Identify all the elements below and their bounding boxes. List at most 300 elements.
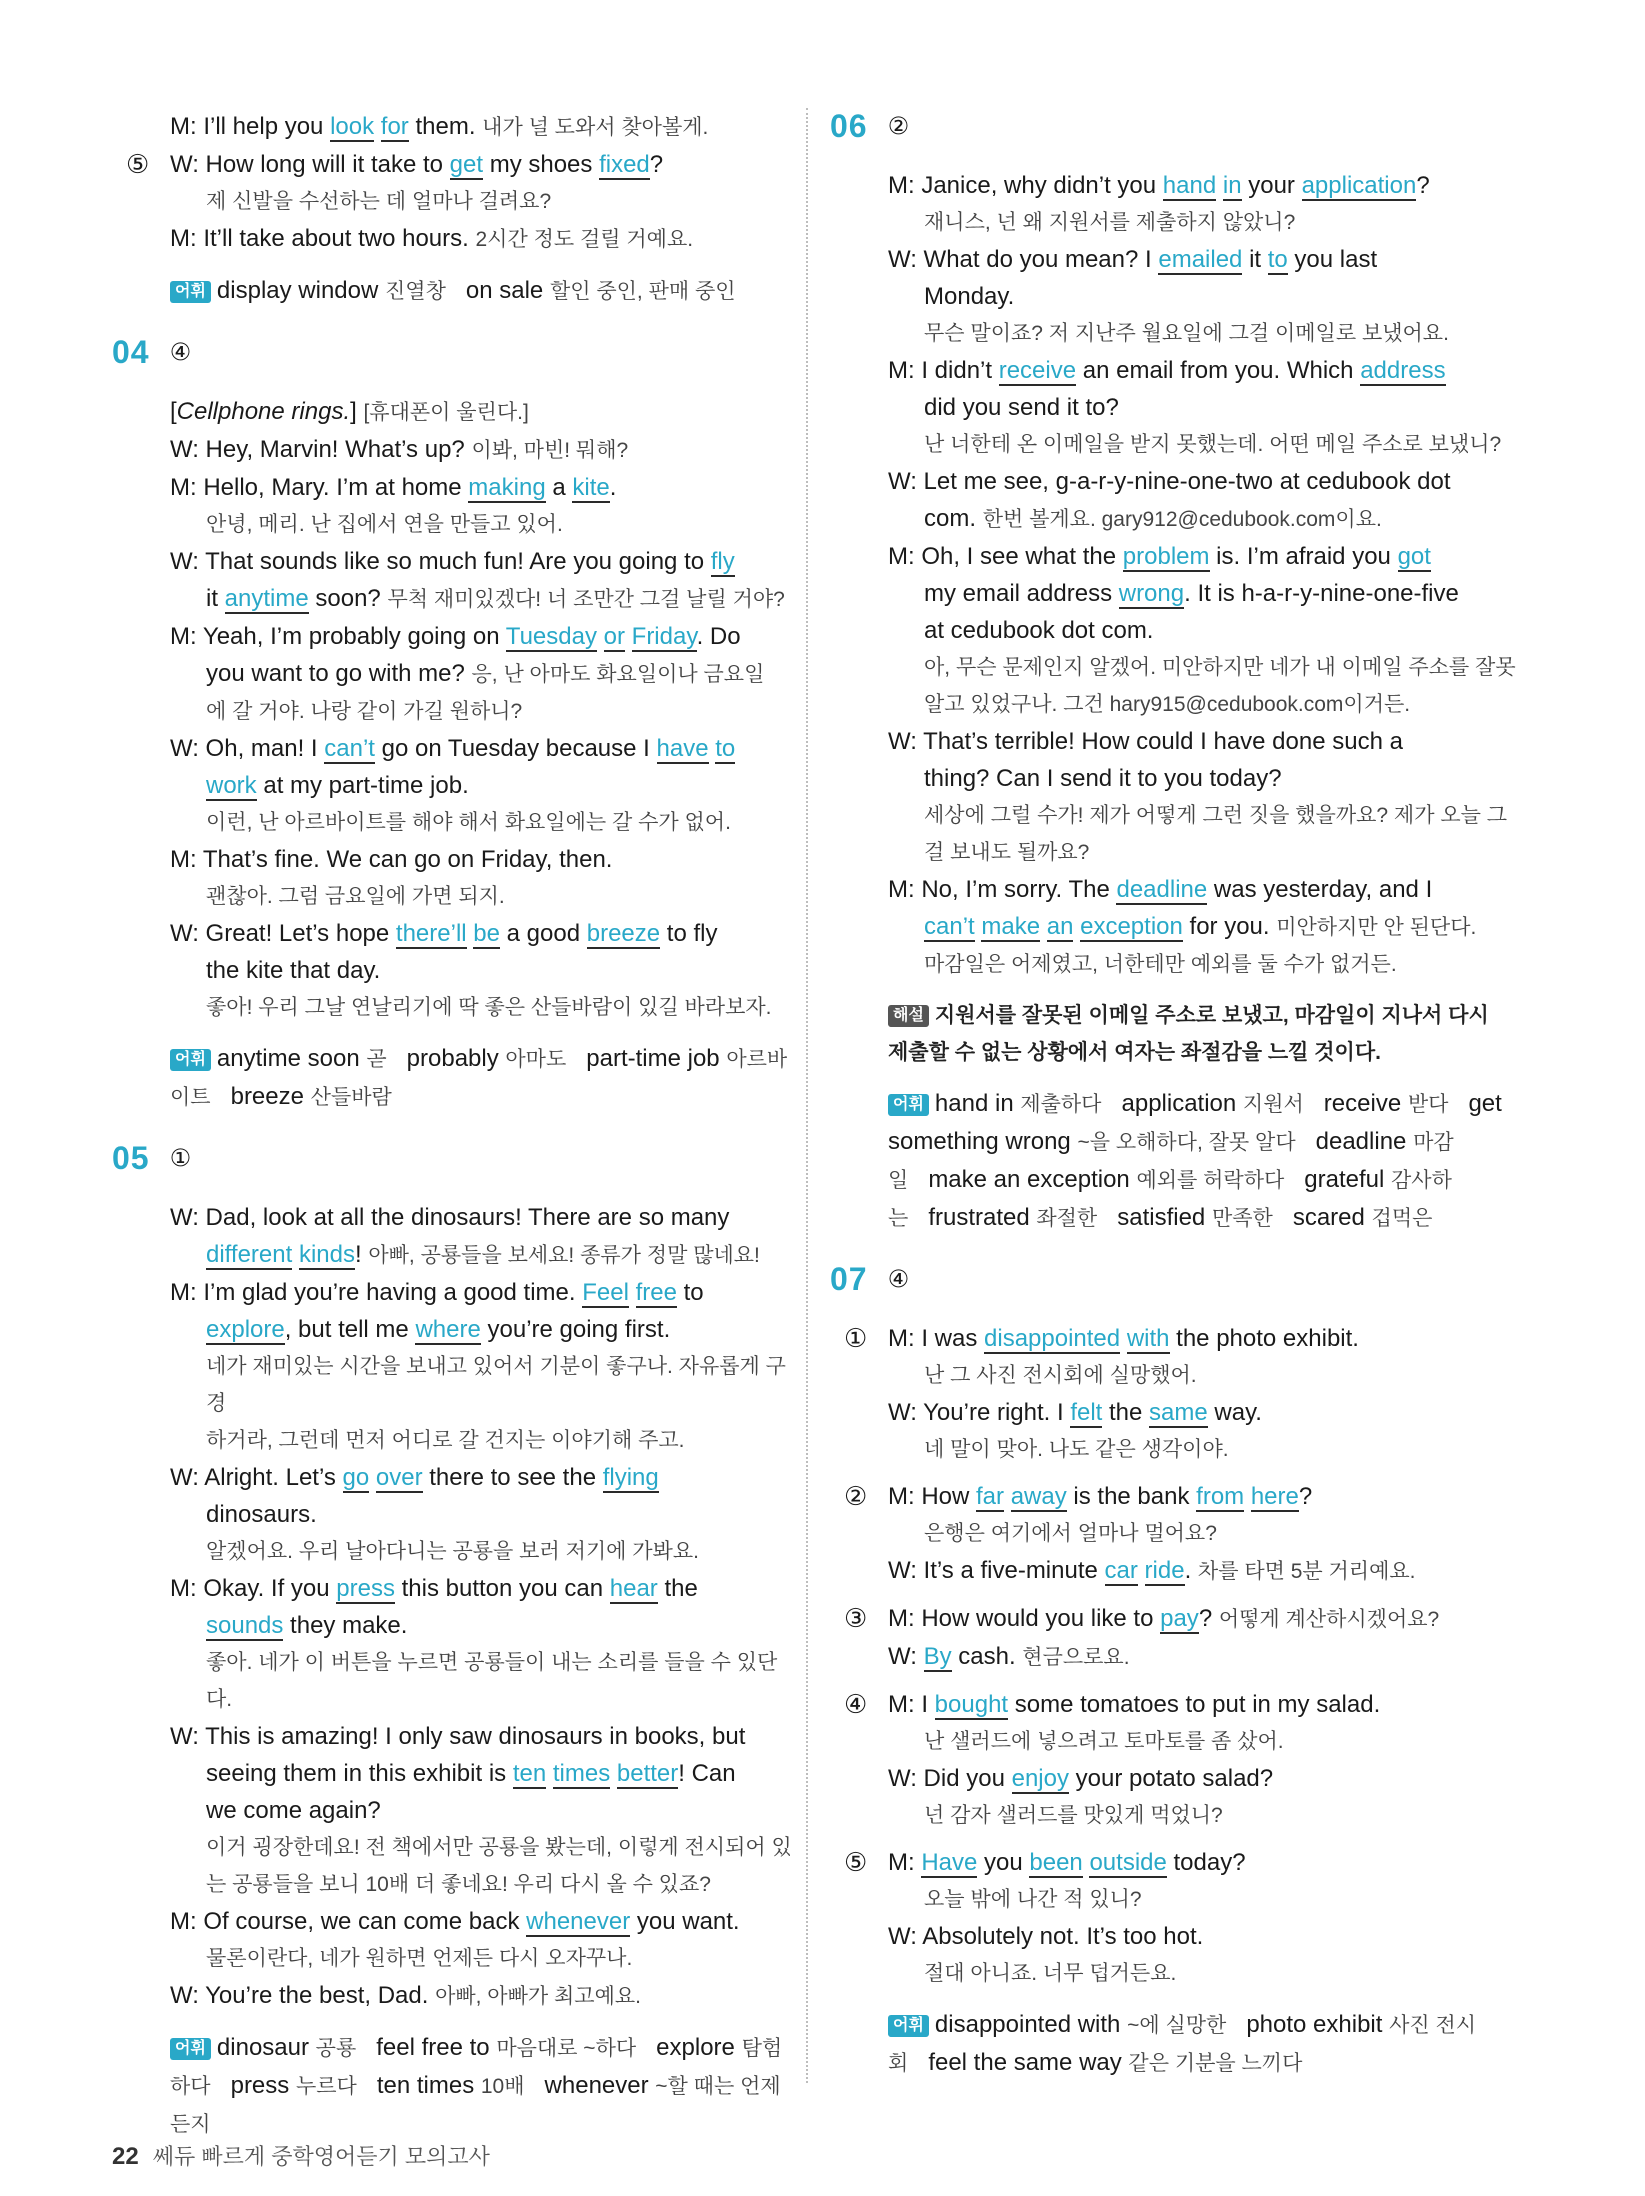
dialogue-text: M: I was disappointed with the photo exhibit. (888, 1325, 1359, 1352)
vocab-term: receive (1323, 1090, 1408, 1117)
keyword: here (1250, 1483, 1299, 1510)
korean-translation: 난 너한테 온 이메일을 받지 못했는데. 어떤 메일 주소로 보냈니? (924, 433, 1502, 456)
vocabulary-box (888, 1085, 1520, 1237)
keyword: where (415, 1316, 481, 1343)
korean-translation: 걸 보내도 될까요? (924, 841, 1090, 864)
korean-translation: 난 샐러드에 넣으려고 토마토를 좀 샀어. (924, 1730, 1284, 1753)
spacer (830, 1676, 1520, 1686)
vocab-meaning: 마음대로 ~하다 (496, 2037, 637, 2060)
vocab-meaning: 탐험하다 (170, 2037, 783, 2098)
dialogue-text: sounds they make. (206, 1612, 408, 1639)
page-number: 22 (112, 2143, 139, 2170)
vocabulary-box (170, 1040, 792, 1116)
dialogue-line (830, 241, 1520, 278)
korean-translation: 내가 널 도와서 찾아볼게. (482, 116, 709, 139)
vocab-meaning: 감사하는 (888, 1169, 1452, 1230)
keyword: free (635, 1279, 677, 1306)
vocab-term: part-time job (586, 1045, 727, 1072)
dialogue-text: thing? Can I send it to you today? (924, 765, 1282, 792)
keyword: problem (1122, 543, 1210, 570)
dialogue-text: M: It’ll take about two hours. 2시간 정도 걸릴 거예요. (170, 225, 694, 252)
keyword: for (380, 113, 409, 140)
vocab-meaning: 곧 (366, 1048, 387, 1071)
dialogue-text: M: That’s fine. We can go on Friday, then. (170, 846, 613, 873)
keyword: car (1104, 1557, 1138, 1584)
keyword: pay (1160, 1605, 1199, 1632)
vocab-term: explore (656, 2034, 742, 2061)
vocab-term: display window (216, 277, 386, 304)
dialogue-text: seeing them in this exhibit is ten times better! Can (206, 1760, 736, 1787)
vocab-meaning: ~을 오해하다, 잘못 알다 (1077, 1131, 1296, 1154)
keyword: receive (998, 357, 1077, 384)
keyword: hear (609, 1575, 658, 1602)
korean-translation: 은행은 여기에서 얼마나 멀어요? (924, 1522, 1217, 1545)
dialogue-line (830, 575, 1520, 612)
question-number: 07 (830, 1261, 868, 1297)
korean-translation: 이봐, 마빈! 뭐해? (471, 439, 629, 462)
korean-translation: 에 갈 거야. 나랑 같이 가길 원하니? (206, 700, 523, 723)
vocab-meaning: 좌절한 (1036, 1207, 1098, 1230)
dialogue-text: did you send it to? (924, 394, 1119, 421)
dialogue-text: W: What do you mean? I emailed it to you last (888, 246, 1378, 273)
korean-translation: 안녕, 메리. 난 집에서 연을 만들고 있어. (206, 513, 563, 536)
dialogue-line (112, 393, 792, 431)
korean-translation: 아빠, 아빠가 최고예요. (435, 1985, 641, 2008)
keyword: fly (710, 548, 735, 575)
keyword: make (981, 913, 1041, 940)
dialogue-text: M: I bought some tomatoes to put in my salad. (888, 1691, 1381, 1718)
dialogue-text: M: Of course, we can come back whenever you want. (170, 1908, 740, 1935)
korean-translation: 절대 아니죠. 너무 덥거든요. (924, 1962, 1177, 1985)
vocab-meaning: 아마도 (505, 1048, 567, 1071)
vocab-term: whenever (544, 2072, 656, 2099)
dialogue-text: M: Have you been outside today? (888, 1849, 1246, 1876)
item-number: ⑤ (844, 1847, 868, 1877)
dialogue-text: M: Okay. If you press this button you can hear the (170, 1575, 698, 1602)
keyword: disappointed (984, 1325, 1121, 1352)
dialogue-text: work at my part-time job. (206, 772, 469, 799)
dialogue-text: W: Absolutely not. It’s too hot. (888, 1923, 1204, 1950)
keyword: fixed (599, 151, 650, 178)
dialogue-line (830, 352, 1520, 389)
vocab-meaning: 예외를 허락하다 (1136, 1169, 1285, 1192)
answer-choice: ④ (887, 1266, 910, 1293)
keyword: By (923, 1643, 952, 1670)
keyword: over (375, 1464, 423, 1491)
column-divider (806, 108, 808, 2083)
item-number: ⑤ (126, 149, 150, 179)
dialogue-text: Monday. (924, 283, 1015, 310)
dialogue-text: W: By cash. 현금으로요. (888, 1643, 1130, 1670)
dialogue-line (112, 952, 792, 989)
question-number: 04 (112, 334, 150, 370)
explanation-text: 지원서를 잘못된 이메일 주소로 보냈고, 마감일이 지나서 다시 (934, 1004, 1489, 1027)
korean-translation: 하거라, 그런데 먼저 어디로 갈 건지는 이야기해 주고. (206, 1429, 685, 1452)
vocab-meaning: 공룡 (315, 2037, 357, 2060)
keyword: address (1360, 357, 1446, 384)
keyword: press (336, 1575, 395, 1602)
dialogue-line (112, 1236, 792, 1274)
dialogue-text: W: It’s a five-minute car ride. 차를 타면 5분 거리예요. (888, 1557, 1416, 1584)
keyword: exception (1080, 913, 1183, 940)
dialogue-line (112, 220, 792, 258)
vocab-meaning: 아르바이트 (170, 1048, 788, 1109)
spacer (830, 1590, 1520, 1600)
dialogue-line (112, 108, 792, 146)
vocab-badge: 어휘 (170, 2038, 211, 2060)
book-title: 쎄듀 빠르게 중학영어듣기 모의고사 (152, 2144, 490, 2169)
item-number: ② (844, 1481, 868, 1511)
dialogue-line (112, 1792, 792, 1829)
dialogue-line (112, 915, 792, 952)
keyword: deadline (1116, 876, 1208, 903)
keyword: have (656, 735, 709, 762)
vocab-term: feel free to (376, 2034, 497, 2061)
dialogue-text: my email address wrong. It is h-a-r-y-nine-one-five (924, 580, 1459, 607)
vocab-meaning: 누르다 (295, 2075, 357, 2098)
dialogue-text: M: Janice, why didn’t you hand in your application? (888, 172, 1430, 199)
vocab-term: hand in (934, 1090, 1021, 1117)
vocab-meaning: 10배 (480, 2075, 525, 2098)
vocab-badge: 어휘 (888, 1094, 929, 1116)
korean-translation: 응, 난 아마도 화요일이나 금요일 (471, 663, 765, 686)
keyword: got (1397, 543, 1431, 570)
page-footer (112, 2140, 490, 2171)
vocab-term: breeze (230, 1083, 311, 1110)
keyword: can’t (324, 735, 375, 762)
dialogue-text: it anytime soon? 무척 재미있겠다! 너 조만간 그걸 날릴 거야? (206, 585, 785, 612)
dialogue-text: W: Alright. Let’s go over there to see the flying (170, 1464, 659, 1491)
dialogue-text: M: I’ll help you look for them. 내가 널 도와서 찾아볼게. (170, 113, 709, 140)
vocab-meaning: 같은 기분을 느끼다 (1128, 2052, 1303, 2075)
answer-choice: ② (887, 113, 910, 140)
korean-translation: 오늘 밖에 나간 적 있니? (924, 1888, 1142, 1911)
dialogue-text: com. 한번 볼게요. gary912@cedubook.com이요. (924, 505, 1382, 532)
vocab-badge: 어휘 (888, 2015, 929, 2037)
dialogue-text: W: You’re the best, Dad. 아빠, 아빠가 최고예요. (170, 1982, 641, 2009)
vocab-badge: 어휘 (170, 281, 211, 303)
dialogue-line (112, 618, 792, 655)
keyword: been (1029, 1849, 1083, 1876)
keyword: from (1196, 1483, 1245, 1510)
keyword: far (976, 1483, 1005, 1510)
korean-translation: 알고 있었구나. 그건 hary915@cedubook.com이거든. (924, 693, 1411, 716)
keyword: emailed (1158, 246, 1243, 273)
keyword: be (473, 920, 500, 947)
korean-translation: 네가 재미있는 시간을 보내고 있어서 기분이 좋구나. 자유롭게 구경 (206, 1355, 786, 1415)
left-column (112, 108, 792, 2143)
korean-translation: 마감일은 어제였고, 너한테만 예외를 둘 수가 없거든. (924, 953, 1397, 976)
dialogue-line (112, 146, 792, 183)
vocab-term: probably (406, 1045, 506, 1072)
korean-translation: 현금으로요. (1022, 1646, 1130, 1669)
answer-choice: ① (169, 1145, 192, 1172)
vocab-meaning: ~에 실망한 (1127, 2014, 1227, 2037)
vocab-term: ten times (376, 2072, 481, 2099)
vocab-meaning: 제출하다 (1020, 1093, 1102, 1116)
korean-translation: 아빠, 공룡들을 보세요! 종류가 정말 많네요! (368, 1244, 760, 1267)
keyword: explore (206, 1316, 285, 1343)
vocab-term: photo exhibit (1246, 2011, 1390, 2038)
dialogue-text: M: I didn’t receive an email from you. Which address (888, 357, 1446, 384)
korean-translation: 이거 굉장한데요! 전 책에서만 공룡을 봤는데, 이렇게 전시되어 있 (206, 1836, 792, 1859)
dialogue-text: W: Dad, look at all the dinosaurs! There are so many (170, 1204, 730, 1231)
keyword: go (342, 1464, 370, 1491)
dialogue-text: W: That sounds like so much fun! Are you going to fly (170, 548, 735, 575)
dialogue-line (830, 723, 1520, 760)
vocab-meaning: ~할 때는 언제든지 (170, 2075, 781, 2136)
vocab-term: scared (1292, 1204, 1372, 1231)
korean-translation: 알겠어요. 우리 날아다니는 공룡을 보러 저기에 가봐요. (206, 1540, 699, 1563)
dialogue-line (830, 612, 1520, 649)
dialogue-text: M: I’m glad you’re having a good time. Feel free to (170, 1279, 704, 1306)
korean-translation: 는 공룡들을 보니 10배 더 좋네요! 우리 다시 올 수 있죠? (206, 1873, 711, 1896)
dialogue-text: M: Yeah, I’m probably going on Tuesday or Friday. Do (170, 623, 741, 650)
answer-choice: ④ (169, 339, 192, 366)
korean-translation: 어떻게 계산하시겠어요? (1218, 1608, 1440, 1631)
dialogue-line (112, 1459, 792, 1496)
dialogue-line (112, 1199, 792, 1236)
vocabulary-box (170, 272, 792, 310)
dialogue-line (830, 500, 1520, 538)
dialogue-text: explore, but tell me where you’re going first. (206, 1316, 671, 1343)
dialogue-line (830, 1320, 1520, 1357)
keyword: felt (1070, 1399, 1103, 1426)
item-number: ④ (844, 1689, 868, 1719)
dialogue-line (112, 655, 792, 693)
dialogue-text: W: How long will it take to get my shoes fixed? (170, 151, 664, 178)
dialogue-text: you want to go with me? 응, 난 아마도 화요일이나 금요일 (206, 660, 765, 687)
keyword: wrong (1118, 580, 1185, 607)
keyword: to (715, 735, 736, 762)
keyword: ride (1144, 1557, 1185, 1584)
keyword: better (616, 1760, 679, 1787)
keyword: outside (1089, 1849, 1167, 1876)
dialogue-line (112, 841, 792, 878)
keyword: breeze (586, 920, 661, 947)
dialogue-line (112, 1570, 792, 1607)
dialogue-line (112, 767, 792, 804)
vocab-term: press (230, 2072, 296, 2099)
dialogue-line (112, 1496, 792, 1533)
keyword: work (206, 772, 257, 799)
keyword: sounds (206, 1612, 284, 1639)
explanation-text: 제출할 수 없는 상황에서 여자는 좌절감을 느낄 것이다. (888, 1041, 1381, 1064)
vocab-term: get something wrong (888, 1090, 1502, 1155)
keyword: kinds (298, 1241, 355, 1268)
dialogue-line (830, 1478, 1520, 1515)
dialogue-line (112, 1755, 792, 1792)
item-number: ① (844, 1323, 868, 1353)
dialogue-line (830, 871, 1520, 908)
dialogue-text: W: Hey, Marvin! What’s up? 이봐, 마빈! 뭐해? (170, 436, 629, 463)
vocab-meaning: 지원서 (1242, 1093, 1304, 1116)
dialogue-text: M: Oh, I see what the problem is. I’m afraid you got (888, 543, 1431, 570)
vocab-meaning: 할인 중인, 판매 중인 (549, 280, 736, 303)
dialogue-text: M: No, I’m sorry. The deadline was yesterday, and I (888, 876, 1433, 903)
vocab-meaning: 사진 전시회 (888, 2014, 1477, 2075)
keyword: enjoy (1011, 1765, 1069, 1792)
keyword: to (1267, 246, 1288, 273)
dialogue-text: we come again? (206, 1797, 381, 1824)
dialogue-text: at cedubook dot com. (924, 617, 1154, 644)
keyword: or (603, 623, 625, 650)
korean-translation: 무슨 말이죠? 저 지난주 월요일에 그걸 이메일로 보냈어요. (924, 322, 1449, 345)
vocab-term: grateful (1304, 1166, 1392, 1193)
vocab-term: on sale (465, 277, 550, 304)
vocab-meaning: 받다 (1407, 1093, 1449, 1116)
korean-translation: 물론이란다, 네가 원하면 언제든 다시 오자꾸나. (206, 1947, 633, 1970)
dialogue-line (830, 167, 1520, 204)
explanation-box (888, 997, 1520, 1071)
keyword: bought (934, 1691, 1009, 1718)
dialogue-line (112, 580, 792, 618)
dialogue-text: M: Hello, Mary. I’m at home making a kite. (170, 474, 617, 501)
dialogue-line (830, 1686, 1520, 1723)
dialogue-line (830, 278, 1520, 315)
keyword: ten (512, 1760, 547, 1787)
korean-translation: 차를 타면 5분 거리예요. (1197, 1560, 1416, 1583)
question-header (830, 1261, 1520, 1298)
dialogue-line (830, 1638, 1520, 1676)
dialogue-line (112, 1607, 792, 1644)
dialogue-text: different kinds! 아빠, 공룡들을 보세요! 종류가 정말 많네요! (206, 1241, 760, 1268)
korean-translation: [휴대폰이 울린다.] (363, 401, 529, 424)
dialogue-line (830, 908, 1520, 946)
keyword: Friday (631, 623, 697, 650)
keyword: times (552, 1760, 611, 1787)
dialogue-line (830, 1552, 1520, 1590)
keyword: anytime (224, 585, 309, 612)
item-number: ③ (844, 1603, 868, 1633)
korean-translation: 괜찮아. 그럼 금요일에 가면 되지. (206, 885, 505, 908)
dialogue-line (112, 1903, 792, 1940)
dialogue-line (112, 1977, 792, 2015)
spacer (830, 1834, 1520, 1844)
vocab-term: frustrated (928, 1204, 1037, 1231)
vocab-term: disappointed with (934, 2011, 1128, 2038)
korean-translation: 넌 감자 샐러드를 맛있게 먹었니? (924, 1804, 1223, 1827)
dialogue-line (830, 1844, 1520, 1881)
question-header (112, 334, 792, 371)
korean-translation: 2시간 정도 걸릴 거예요. (475, 228, 694, 251)
question-header (112, 1140, 792, 1177)
dialogue-line (830, 463, 1520, 500)
dialogue-text: W: Did you enjoy your potato salad? (888, 1765, 1274, 1792)
dialogue-line (112, 431, 792, 469)
vocab-term: satisfied (1117, 1204, 1212, 1231)
dialogue-line (112, 469, 792, 506)
dialogue-line (830, 1760, 1520, 1797)
dialogue-text: M: How would you like to pay? 어떻게 계산하시겠어요? (888, 1605, 1440, 1632)
keyword: in (1222, 172, 1242, 199)
keyword: there’ll (395, 920, 467, 947)
dialogue-text: W: You’re right. I felt the same way. (888, 1399, 1262, 1426)
dialogue-text: can’t make an exception for you. 미안하지만 안 된단다. (924, 913, 1477, 940)
dialogue-text: W: That’s terrible! How could I have done such a (888, 728, 1403, 755)
keyword: same (1149, 1399, 1208, 1426)
right-column (830, 108, 1520, 2082)
dialogue-text: W: Oh, man! I can’t go on Tuesday because I have to (170, 735, 736, 762)
dialogue-line (830, 1394, 1520, 1431)
korean-translation: 세상에 그럴 수가! 제가 어떻게 그런 짓을 했을까요? 제가 오늘 그 (924, 804, 1508, 827)
vocab-term: deadline (1315, 1128, 1414, 1155)
stage-direction: Cellphone rings. (176, 398, 351, 425)
vocab-term: dinosaur (216, 2034, 316, 2061)
dialogue-text: [Cellphone rings.] [휴대폰이 울린다.] (170, 398, 529, 425)
vocab-term: make an exception (928, 1166, 1137, 1193)
korean-translation: 네 말이 맞아. 나도 같은 생각이야. (924, 1438, 1229, 1461)
keyword: Feel (582, 1279, 629, 1306)
dialogue-line (830, 389, 1520, 426)
spacer (830, 1468, 1520, 1478)
korean-translation: 이런, 난 아르바이트를 해야 해서 화요일에는 갈 수가 없어. (206, 811, 731, 834)
keyword: look (330, 113, 375, 140)
dialogue-text: W: Great! Let’s hope there’ll be a good breeze to fly (170, 920, 718, 947)
korean-translation: 무척 재미있겠다! 너 조만간 그걸 날릴 거야? (387, 588, 785, 611)
question-number: 06 (830, 108, 868, 144)
dialogue-text: the kite that day. (206, 957, 381, 984)
keyword: whenever (526, 1908, 631, 1935)
dialogue-line (112, 1274, 792, 1311)
keyword: kite (572, 474, 610, 501)
vocab-term: feel the same way (928, 2049, 1129, 2076)
question-number: 05 (112, 1140, 150, 1176)
keyword: away (1010, 1483, 1067, 1510)
keyword: different (206, 1241, 293, 1268)
dialogue-text: M: How far away is the bank from here? (888, 1483, 1313, 1510)
dialogue-line (112, 543, 792, 580)
vocab-meaning: 산들바람 (310, 1086, 392, 1109)
korean-translation: 재니스, 넌 왜 지원서를 제출하지 않았니? (924, 211, 1296, 234)
dialogue-line (112, 1718, 792, 1755)
korean-translation: 미안하지만 안 된단다. (1276, 916, 1477, 939)
vocab-badge: 어휘 (170, 1049, 211, 1071)
keyword: application (1301, 172, 1417, 199)
question-header (830, 108, 1520, 145)
keyword: get (449, 151, 484, 178)
korean-translation: 한번 볼게요. gary912@cedubook.com이요. (982, 508, 1382, 531)
vocabulary-box (170, 2029, 792, 2143)
vocab-meaning: 겁먹은 (1371, 1207, 1433, 1230)
dialogue-line (830, 538, 1520, 575)
vocab-term: anytime soon (216, 1045, 367, 1072)
vocab-meaning: 마감일 (888, 1131, 1454, 1192)
vocab-meaning: 만족한 (1211, 1207, 1273, 1230)
vocab-term: application (1121, 1090, 1243, 1117)
dialogue-line (830, 1918, 1520, 1955)
korean-translation: 난 그 사진 전시회에 실망했어. (924, 1364, 1197, 1387)
dialogue-line (830, 760, 1520, 797)
dialogue-text: W: This is amazing! I only saw dinosaurs in books, but (170, 1723, 746, 1750)
keyword: an (1046, 913, 1074, 940)
korean-translation: 좋아! 우리 그날 연날리기에 딱 좋은 산들바람이 있길 바라보자. (206, 996, 772, 1019)
keyword: Tuesday (505, 623, 597, 650)
korean-translation: 좋아. 네가 이 버튼을 누르면 공룡들이 내는 소리를 들을 수 있단다. (206, 1651, 778, 1711)
vocabulary-box (888, 2006, 1520, 2082)
keyword: hand (1162, 172, 1217, 199)
dialogue-line (112, 730, 792, 767)
keyword: making (468, 474, 546, 501)
dialogue-text: dinosaurs. (206, 1501, 317, 1528)
keyword: flying (602, 1464, 659, 1491)
keyword: Have (921, 1849, 978, 1876)
dialogue-line (830, 1600, 1520, 1638)
dialogue-text: W: Let me see, g-a-r-y-nine-one-two at cedubook dot (888, 468, 1451, 495)
korean-translation: 제 신발을 수선하는 데 얼마나 걸려요? (206, 190, 552, 213)
korean-translation: 아, 무슨 문제인지 알겠어. 미안하지만 네가 내 이메일 주소를 잘못 (924, 656, 1516, 679)
vocab-meaning: 진열창 (385, 280, 446, 303)
